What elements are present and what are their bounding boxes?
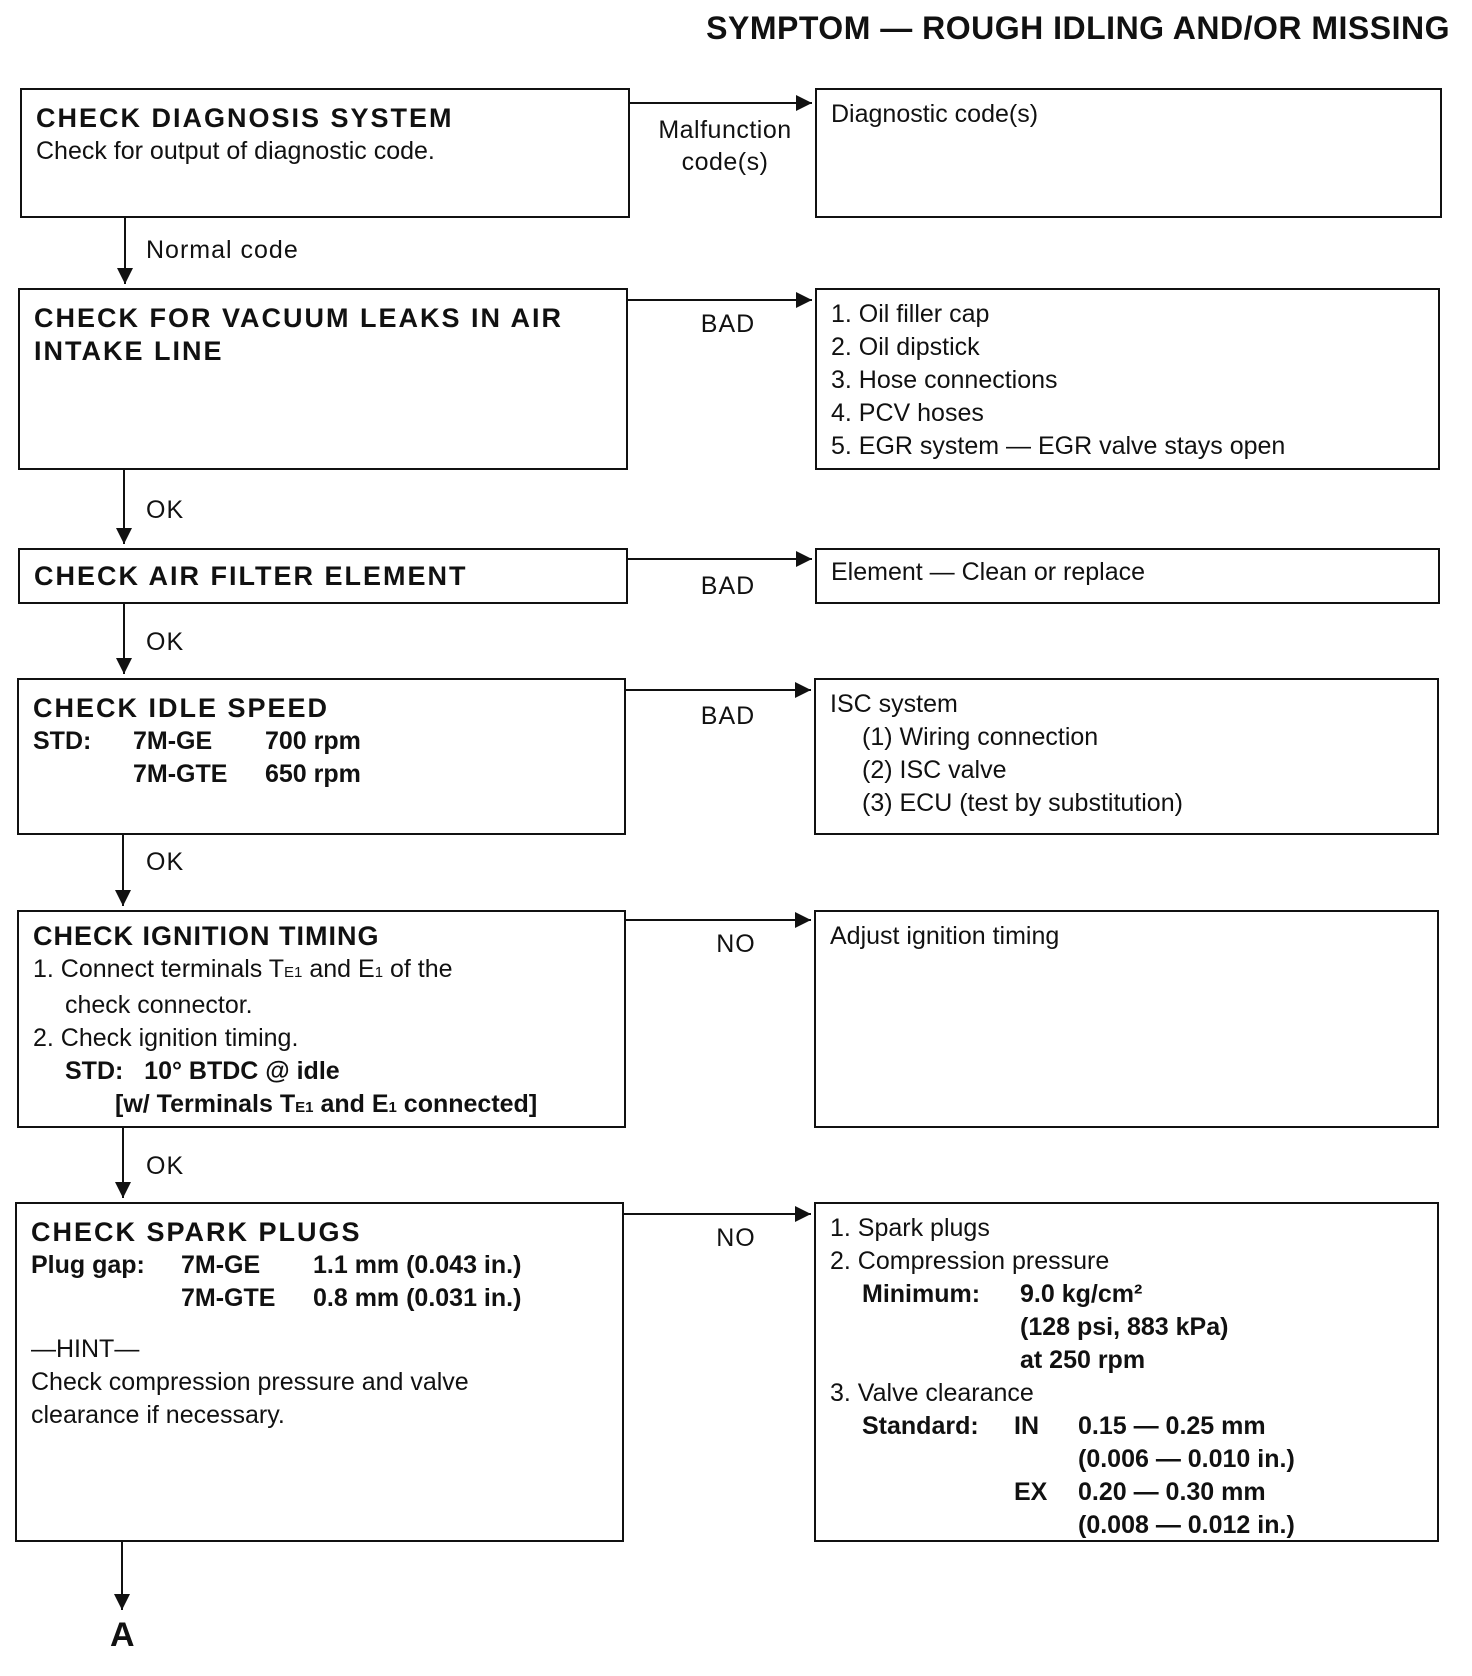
- model-label: 7M-GTE: [181, 1284, 276, 1312]
- in-value: 0.15 — 0.25 mm: [1078, 1412, 1266, 1440]
- hint-line-1: Check compression pressure and valve: [31, 1368, 469, 1396]
- label-no-timing: NO: [716, 930, 756, 958]
- list-item: 2. Compression pressure: [830, 1247, 1110, 1275]
- plug-gap-row-2: [31, 1282, 610, 1315]
- idle-std-row-2: [33, 758, 612, 791]
- list-item: (1) Wiring connection: [862, 723, 1099, 751]
- list-item: 4. PCV hoses: [831, 399, 984, 427]
- valve-ex-row-2: (0.008 — 0.012 in.): [1078, 1511, 1295, 1539]
- result-title: ISC system: [830, 690, 958, 718]
- compression-min-row-3: at 250 rpm: [1020, 1346, 1146, 1374]
- gap-value: 0.8 mm (0.031 in.): [313, 1284, 522, 1312]
- model-label: 7M-GE: [181, 1251, 261, 1279]
- idle-std-row-1: [33, 725, 612, 758]
- result-spark-plug-checks: [814, 1202, 1439, 1542]
- label-no-plugs: NO: [716, 1224, 756, 1252]
- step-check-vacuum-leaks: [18, 288, 628, 470]
- step-check-diagnosis-system: [20, 88, 630, 218]
- list-item: 2. Oil dipstick: [831, 333, 980, 361]
- step-heading: CHECK SPARK PLUGS: [31, 1217, 362, 1247]
- ex-value: 0.20 — 0.30 mm: [1078, 1478, 1266, 1506]
- result-diagnostic-codes: [815, 88, 1442, 218]
- gap-label: Plug gap:: [31, 1251, 145, 1279]
- list-item: 3. Valve clearance: [830, 1379, 1034, 1407]
- rpm-value: 700 rpm: [265, 727, 361, 755]
- timing-item-2: 2. Check ignition timing.: [33, 1024, 299, 1052]
- ex-label: EX: [1014, 1478, 1048, 1506]
- step-check-ignition-timing: [17, 910, 626, 1128]
- std-label: Standard:: [862, 1412, 979, 1440]
- end-marker: A: [110, 1616, 135, 1654]
- valve-in-row-2: (0.006 — 0.010 in.): [1078, 1445, 1295, 1473]
- step-heading: CHECK IGNITION TIMING: [33, 921, 380, 951]
- hint-title: —HINT—: [31, 1335, 140, 1363]
- std-label: STD:: [33, 727, 92, 755]
- compression-min-row-2: (128 psi, 883 kPa): [1020, 1313, 1229, 1341]
- list-item: 3. Hose connections: [831, 366, 1058, 394]
- list-item: 1. Spark plugs: [830, 1214, 990, 1242]
- result-isc-system: [814, 678, 1439, 835]
- result-adjust-timing: [814, 910, 1439, 1128]
- label-ok-3: OK: [146, 848, 185, 876]
- label-bad-vacuum: BAD: [700, 310, 756, 338]
- model-label: 7M-GE: [133, 727, 213, 755]
- in-label: IN: [1014, 1412, 1039, 1440]
- step-heading: CHECK IDLE SPEED: [33, 693, 330, 723]
- gap-value: 1.1 mm (0.043 in.): [313, 1251, 522, 1279]
- label-bad-idle: BAD: [700, 702, 756, 730]
- step-text: Check for output of diagnostic code.: [36, 137, 435, 165]
- step-heading: CHECK FOR VACUUM LEAKS IN AIR INTAKE LINE: [34, 303, 563, 366]
- list-item: (3) ECU (test by substitution): [862, 789, 1183, 817]
- result-text: Element — Clean or replace: [831, 558, 1146, 586]
- step-check-spark-plugs: [15, 1202, 624, 1542]
- label-ok-1: OK: [146, 496, 185, 524]
- valve-ex-row: [830, 1476, 1425, 1509]
- list-item: (2) ISC valve: [862, 756, 1007, 784]
- model-label: 7M-GTE: [133, 760, 228, 788]
- valve-in-row: [830, 1410, 1425, 1443]
- rpm-value: 650 rpm: [265, 760, 361, 788]
- label-bad-filter: BAD: [700, 572, 756, 600]
- compression-min-row: [830, 1278, 1425, 1311]
- result-text: Diagnostic code(s): [831, 100, 1039, 128]
- result-vacuum-leak-items: [815, 288, 1440, 470]
- label-ok-4: OK: [146, 1152, 185, 1180]
- step-heading: CHECK AIR FILTER ELEMENT: [34, 561, 468, 591]
- min-value: 9.0 kg/cm²: [1020, 1280, 1143, 1308]
- hint-line-2: clearance if necessary.: [31, 1401, 285, 1429]
- timing-item-1-cont: check connector.: [65, 991, 253, 1019]
- label-normal-code: Normal code: [146, 236, 299, 264]
- step-check-air-filter: [18, 548, 628, 604]
- plug-gap-row-1: [31, 1249, 610, 1282]
- min-label: Minimum:: [862, 1280, 981, 1308]
- timing-std: STD: 10° BTDC @ idle: [65, 1057, 340, 1085]
- page-title: SYMPTOM — ROUGH IDLING AND/OR MISSING: [706, 10, 1450, 46]
- timing-item-1: 1. Connect terminals TE1 and E1 of the: [33, 955, 453, 983]
- label-malfunction-codes: Malfunction code(s): [658, 116, 792, 176]
- step-heading: CHECK DIAGNOSIS SYSTEM: [36, 103, 454, 133]
- list-item: 5. EGR system — EGR valve stays open: [831, 432, 1286, 460]
- step-check-idle-speed: [17, 678, 626, 835]
- result-text: Adjust ignition timing: [830, 922, 1060, 950]
- timing-condition: [w/ Terminals TE1 and E1 connected]: [115, 1090, 538, 1118]
- result-air-filter: [815, 548, 1440, 604]
- list-item: 1. Oil filler cap: [831, 300, 990, 328]
- label-ok-2: OK: [146, 628, 185, 656]
